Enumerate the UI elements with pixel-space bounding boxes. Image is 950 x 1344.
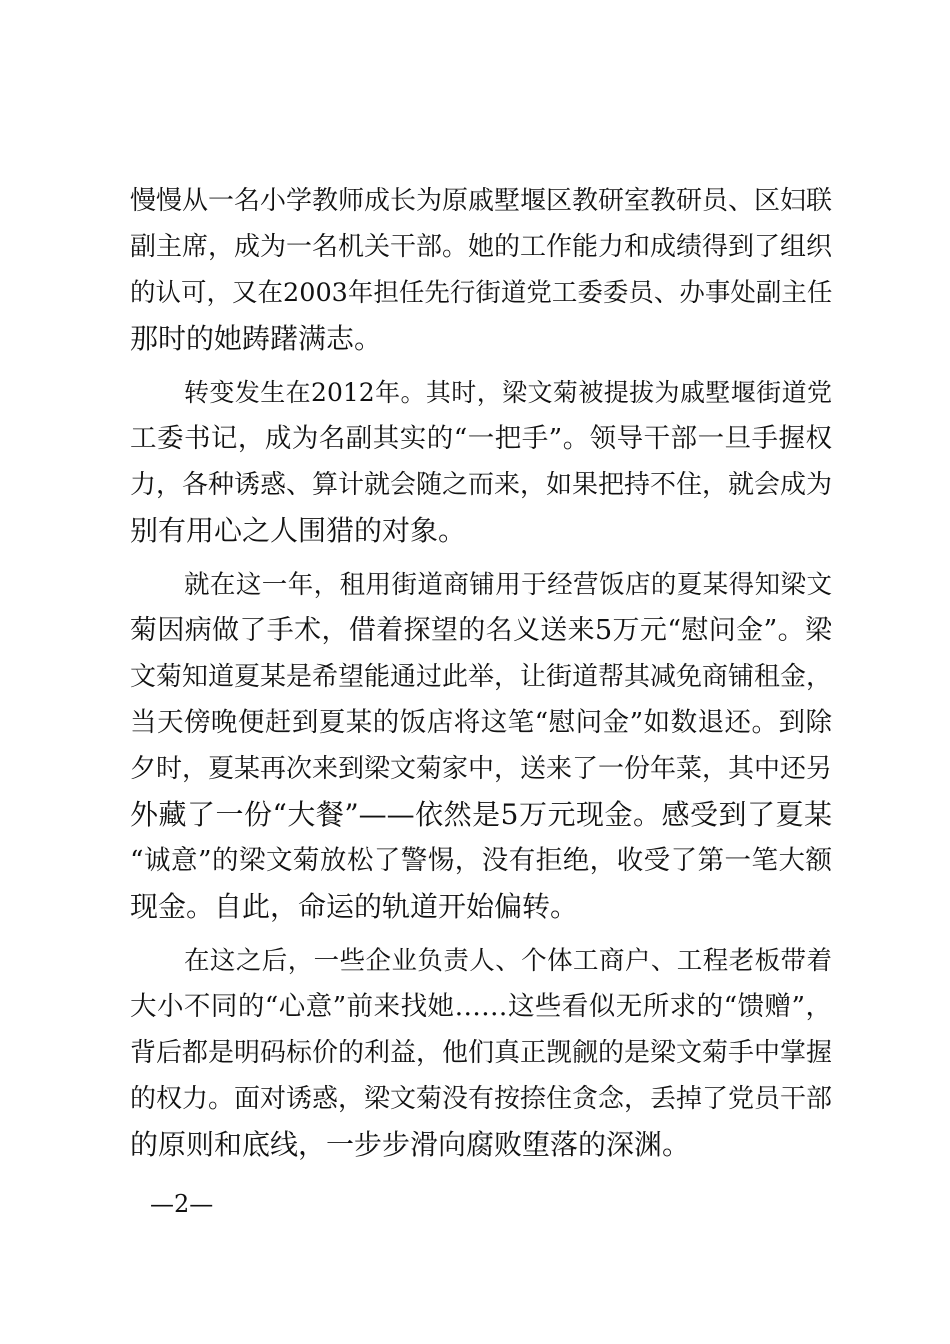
text-line: 文菊知道夏某是希望能通过此举，让街道帮其减免商铺租金，	[130, 662, 833, 692]
text-line: 副主席，成为一名机关干部。她的工作能力和成绩得到了组织	[130, 232, 833, 262]
page-number: —2—	[150, 1190, 214, 1218]
text-line: 的权力。面对诱惑，梁文菊没有按捺住贪念，丢掉了党员干部	[130, 1084, 833, 1114]
text-line: 在这之后，一些企业负责人、个体工商户、工程老板带着	[184, 946, 832, 976]
text-line: 的认可，又在2003年担任先行街道党工委委员、办事处副主任	[130, 278, 833, 308]
text-line: 工委书记，成为名副其实的“一把手”。领导干部一旦手握权	[130, 423, 832, 454]
text-line: 慢慢从一名小学教师成长为原戚墅堰区教研室教研员、区妇联	[130, 186, 833, 216]
text-line: “诚意”的梁文菊放松了警惕，没有拒绝，收受了第一笔大额	[130, 845, 832, 876]
text-line: 现金。自此，命运的轨道开始偏转。	[130, 890, 579, 923]
text-line: 别有用心之人围猎的对象。	[130, 514, 467, 547]
text-line: 外藏了一份“大餐”——依然是5万元现金。感受到了夏某	[130, 798, 832, 831]
text-line: 就在这一年，租用街道商铺用于经营饭店的夏某得知梁文	[184, 570, 832, 600]
text-line: 当天傍晚便赶到夏某的饭店将这笔“慰问金”如数退还。到除	[130, 707, 832, 738]
text-line: 转变发生在2012年。其时，梁文菊被提拔为戚墅堰街道党	[184, 378, 832, 407]
text-line: 夕时，夏某再次来到梁文菊家中，送来了一份年菜，其中还另	[130, 754, 833, 784]
text-line: 那时的她踌躇满志。	[130, 322, 383, 355]
text-line: 菊因病做了手术，借着探望的名义送来5万元“慰问金”。梁	[130, 615, 832, 646]
text-line: 力，各种诱惑、算计就会随之而来，如果把持不住，就会成为	[130, 470, 833, 500]
text-line: 大小不同的“心意”前来找她……这些看似无所求的“馈赠”，	[130, 991, 832, 1022]
text-line: 的原则和底线，一步步滑向腐败堕落的深渊。	[130, 1128, 691, 1161]
text-line: 背后都是明码标价的利益，他们真正觊觎的是梁文菊手中掌握	[130, 1038, 833, 1068]
